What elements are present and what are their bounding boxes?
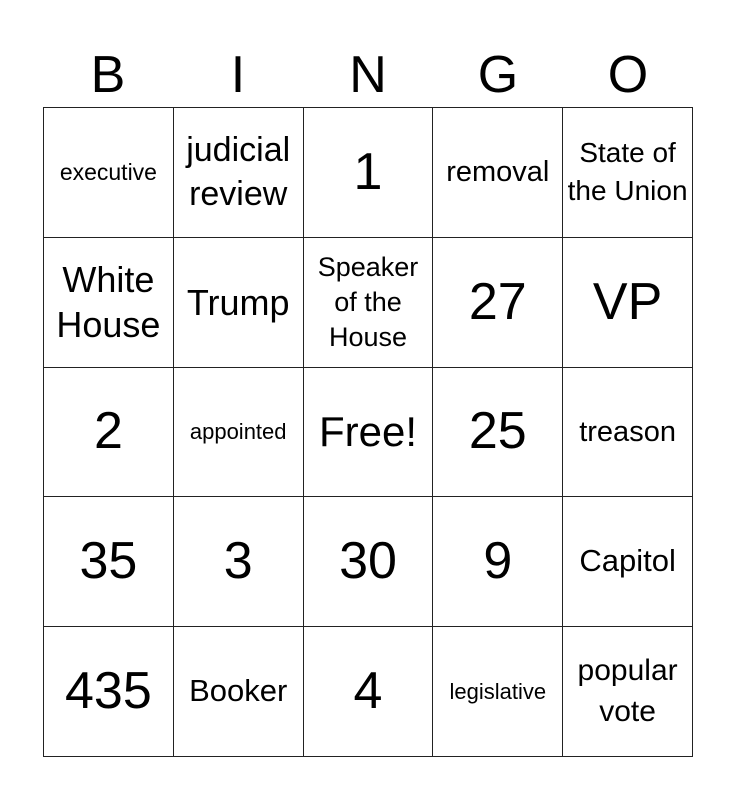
- cell-text: 435: [65, 662, 152, 720]
- cell-text: removal: [446, 156, 550, 189]
- header-letter-i: I: [230, 46, 246, 104]
- cell-text: White House: [56, 259, 161, 346]
- bingo-cell[interactable]: [44, 368, 174, 498]
- bingo-cell[interactable]: [174, 627, 304, 757]
- bingo-cell[interactable]: [174, 238, 304, 368]
- cell-text: appointed: [189, 419, 287, 445]
- cell-text: popular vote: [577, 654, 678, 728]
- bingo-cell[interactable]: [563, 368, 693, 498]
- bingo-cell[interactable]: [304, 368, 434, 498]
- bingo-cell[interactable]: [433, 627, 563, 757]
- cell-text: 25: [468, 402, 527, 461]
- cell-text: 4: [353, 662, 383, 720]
- bingo-cell[interactable]: [563, 108, 693, 238]
- cell-text: 30: [339, 532, 397, 591]
- cell-text: 3: [223, 532, 253, 591]
- bingo-cell[interactable]: [433, 497, 563, 627]
- cell-text: 35: [79, 532, 138, 591]
- bingo-cell[interactable]: [433, 368, 563, 498]
- header-letter-n: N: [349, 46, 387, 104]
- bingo-cell[interactable]: [174, 497, 304, 627]
- bingo-cell[interactable]: [304, 497, 434, 627]
- bingo-cell[interactable]: [563, 497, 693, 627]
- cell-text: 1: [353, 142, 383, 201]
- bingo-cell[interactable]: [563, 238, 693, 368]
- bingo-header: [43, 42, 693, 108]
- cell-text: Speaker of the House: [317, 251, 419, 352]
- header-letter-b: B: [90, 46, 126, 104]
- cell-text: 9: [483, 532, 513, 591]
- cell-text: VP: [592, 272, 663, 331]
- bingo-board: [43, 107, 693, 757]
- bingo-cell[interactable]: [44, 238, 174, 368]
- bingo-cell[interactable]: [563, 627, 693, 757]
- header-letter-g: G: [477, 46, 519, 104]
- cell-text: legislative: [449, 679, 547, 705]
- cell-text: Capitol: [579, 543, 676, 579]
- bingo-cell[interactable]: [433, 108, 563, 238]
- cell-text: Booker: [189, 673, 288, 709]
- header-letter-o: O: [607, 46, 649, 104]
- cell-text: treason: [579, 415, 676, 448]
- cell-text: Free!: [318, 407, 417, 455]
- bingo-cell[interactable]: [304, 627, 434, 757]
- bingo-cell[interactable]: [174, 368, 304, 498]
- cell-text: Trump: [186, 281, 290, 323]
- bingo-cell[interactable]: [44, 627, 174, 757]
- cell-text: 2: [93, 402, 123, 461]
- bingo-cell[interactable]: [44, 108, 174, 238]
- bingo-cell[interactable]: [433, 238, 563, 368]
- cell-text: judicial review: [186, 131, 291, 214]
- cell-text: 27: [468, 272, 527, 331]
- cell-text: State of the Union: [567, 136, 688, 207]
- bingo-cell[interactable]: [304, 238, 434, 368]
- bingo-cell[interactable]: [174, 108, 304, 238]
- cell-text: executive: [59, 159, 157, 186]
- bingo-cell[interactable]: [304, 108, 434, 238]
- bingo-cell[interactable]: [44, 497, 174, 627]
